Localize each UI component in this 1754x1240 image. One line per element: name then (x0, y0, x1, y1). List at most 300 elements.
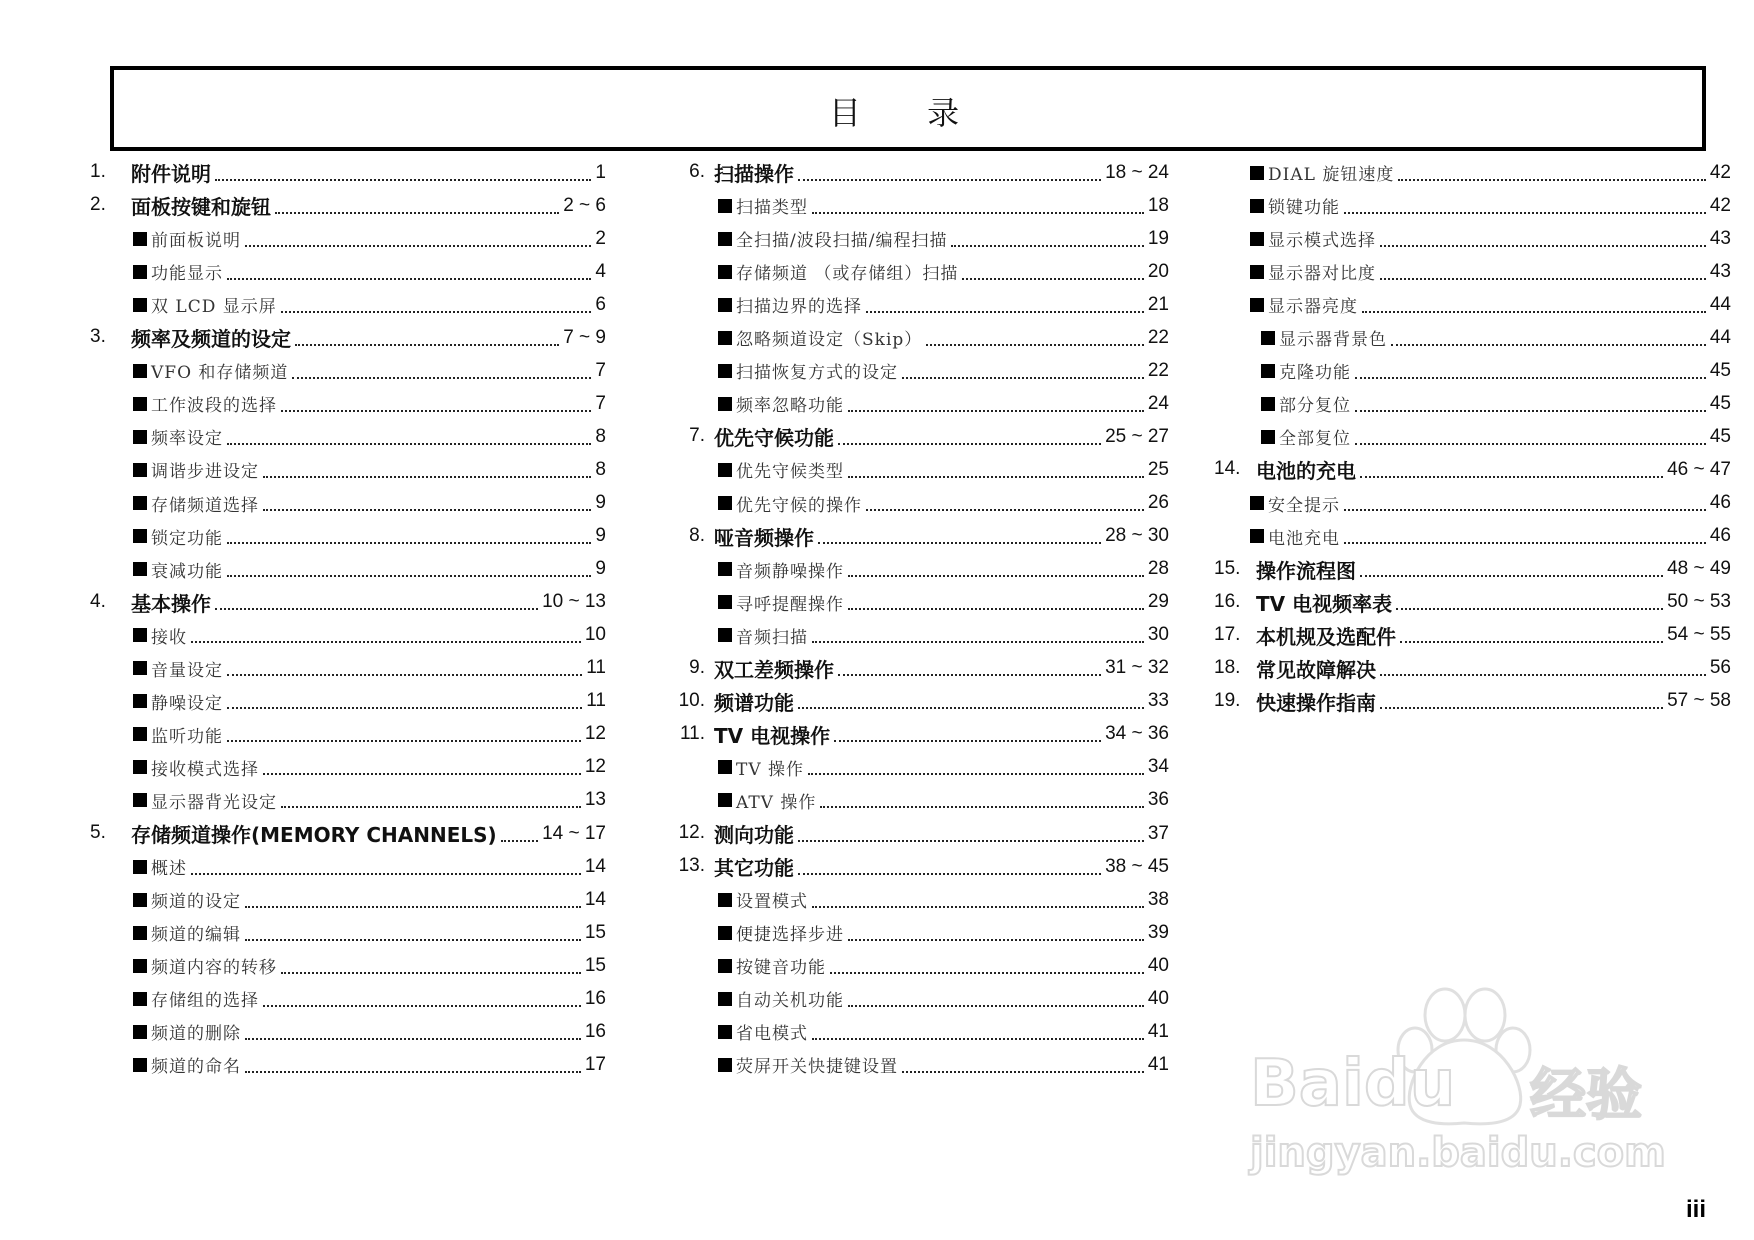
toc-subsection-entry[interactable] (133, 387, 606, 420)
square-bullet-icon (133, 760, 147, 774)
toc-subsection-entry[interactable] (718, 619, 1169, 652)
page-reference: 25 ~ 27 (1105, 425, 1169, 447)
page-reference: 16 (584, 1020, 606, 1042)
page-reference: 12 (584, 756, 606, 778)
dot-leader (275, 212, 559, 214)
page-reference: 20 (1147, 260, 1169, 282)
toc-subsection-entry[interactable] (718, 453, 1169, 486)
page-reference: 42 (1709, 161, 1731, 183)
dot-leader (798, 179, 1101, 181)
page-reference: 44 (1709, 326, 1731, 348)
section-number: 4. (90, 590, 106, 612)
square-bullet-icon (718, 595, 732, 609)
dot-leader (1380, 707, 1663, 709)
toc-subsection-entry[interactable] (133, 553, 606, 586)
toc-subsection-entry[interactable] (133, 453, 606, 486)
toc-section-entry[interactable] (1256, 586, 1731, 619)
subsection-title: 全扫描/波段扫描/编程扫描 (736, 231, 948, 252)
subsection-title: 音频静噪操作 (736, 561, 844, 582)
subsection-title: 前面板说明 (151, 231, 241, 252)
dot-leader (245, 245, 591, 247)
section-title: 快速操作指南 (1256, 690, 1376, 715)
toc-subsection-entry[interactable] (1250, 487, 1731, 520)
section-title: 基本操作 (131, 591, 211, 616)
subsection-title: 显示器背景色 (1279, 330, 1387, 351)
square-bullet-icon (1250, 496, 1264, 510)
dot-leader (263, 476, 591, 478)
toc-subsection-entry[interactable] (133, 850, 606, 883)
subsection-title: 寻呼提醒操作 (736, 594, 844, 615)
toc-subsection-entry[interactable] (133, 1048, 606, 1081)
toc-subsection-entry[interactable] (718, 387, 1169, 420)
dot-leader (838, 674, 1101, 676)
subsection-title: 扫描类型 (736, 198, 808, 219)
subsection-title: VFO 和存储频道 (151, 363, 289, 384)
toc-subsection-entry[interactable] (718, 916, 1169, 949)
dot-leader (263, 509, 591, 511)
square-bullet-icon (718, 1025, 732, 1039)
subsection-title: ATV 操作 (736, 792, 817, 813)
page-reference: 10 (584, 624, 606, 646)
square-bullet-icon (718, 893, 732, 907)
page-reference: 22 (1147, 326, 1169, 348)
subsection-title: 存储频道 （或存储组）扫描 (736, 264, 959, 285)
subsection-title: 音频扫描 (736, 627, 808, 648)
page-reference: 41 (1147, 1053, 1169, 1075)
page-reference: 46 ~ 47 (1667, 458, 1731, 480)
section-title: 扫描操作 (714, 162, 794, 186)
dot-leader (848, 575, 1144, 577)
page-reference: 37 (1147, 822, 1169, 844)
page-reference: 36 (1147, 789, 1169, 811)
dot-leader (263, 1005, 581, 1007)
toc-section-entry[interactable] (714, 850, 1169, 883)
section-title: 频率及频道的设定 (131, 327, 291, 352)
square-bullet-icon (133, 364, 147, 378)
page-reference: 9 (595, 558, 606, 580)
toc-subsection-entry[interactable] (133, 288, 606, 321)
page-reference: 42 (1709, 194, 1731, 216)
section-number: 12. (678, 822, 705, 843)
toc-subsection-entry[interactable] (133, 718, 606, 751)
toc-subsection-entry[interactable] (1250, 189, 1731, 222)
dot-leader (263, 773, 581, 775)
toc-subsection-entry[interactable] (133, 883, 606, 916)
toc-section-entry[interactable] (714, 817, 1169, 850)
toc-subsection-entry[interactable] (718, 1015, 1169, 1048)
section-number: 1. (90, 161, 106, 182)
dot-leader (902, 1071, 1144, 1073)
subsection-title: 扫描边界的选择 (736, 297, 862, 318)
dot-leader (1355, 443, 1706, 445)
dot-leader (245, 906, 581, 908)
dot-leader (191, 873, 581, 875)
dot-leader (1355, 410, 1706, 412)
dot-leader (281, 806, 581, 808)
dot-leader (281, 311, 592, 313)
section-number: 7. (689, 425, 705, 447)
dot-leader (227, 575, 591, 577)
subsection-title: 自动关机功能 (736, 991, 844, 1012)
toc-subsection-entry[interactable] (1261, 387, 1731, 420)
square-bullet-icon (718, 397, 732, 411)
toc-subsection-entry[interactable] (133, 255, 606, 288)
toc-section-entry[interactable] (1256, 685, 1731, 718)
dot-leader (848, 476, 1144, 478)
page-reference: 11 (586, 657, 606, 679)
section-number: 16. (1214, 590, 1241, 612)
dot-leader (951, 245, 1143, 247)
toc-subsection-entry[interactable] (133, 520, 606, 553)
section-number: 5. (90, 822, 106, 843)
dot-leader (295, 344, 559, 346)
section-title: TV 电视操作 (714, 723, 831, 748)
square-bullet-icon (718, 331, 732, 345)
page-reference: 39 (1147, 921, 1169, 943)
toc-section-entry[interactable] (131, 586, 606, 619)
page-number: iii (1686, 1196, 1707, 1223)
square-bullet-icon (1261, 364, 1275, 378)
page-reference: 40 (1147, 987, 1169, 1009)
page-reference: 14 ~ 17 (542, 822, 606, 844)
page-title: 目 录 (828, 94, 988, 132)
page-reference: 40 (1147, 954, 1169, 976)
square-bullet-icon (133, 727, 147, 741)
square-bullet-icon (133, 298, 147, 312)
toc-title-box (110, 66, 1706, 151)
toc-subsection-entry[interactable] (718, 189, 1169, 222)
toc-subsection-entry[interactable] (133, 487, 606, 520)
toc-subsection-entry[interactable] (718, 288, 1169, 321)
toc-subsection-entry[interactable] (718, 487, 1169, 520)
toc-subsection-entry[interactable] (718, 1048, 1169, 1081)
page-reference: 54 ~ 55 (1667, 624, 1731, 646)
dot-leader (812, 641, 1144, 643)
page-reference: 45 (1709, 425, 1731, 447)
dot-leader (1400, 641, 1663, 643)
section-title: 常见故障解决 (1256, 657, 1376, 682)
dot-leader (830, 972, 1144, 974)
section-title: 电池的充电 (1256, 459, 1356, 484)
toc-subsection-entry[interactable] (718, 883, 1169, 916)
page-reference: 43 (1709, 260, 1731, 282)
toc-subsection-entry[interactable] (133, 751, 606, 784)
toc-subsection-entry[interactable] (133, 619, 606, 652)
dot-leader (1355, 377, 1706, 379)
section-number: 18. (1214, 656, 1241, 678)
section-number: 10. (678, 689, 705, 711)
square-bullet-icon (1250, 166, 1264, 180)
dot-leader (227, 278, 591, 280)
toc-subsection-entry[interactable] (718, 321, 1169, 354)
dot-leader (1380, 674, 1706, 676)
square-bullet-icon (133, 860, 147, 874)
square-bullet-icon (718, 199, 732, 213)
square-bullet-icon (1250, 265, 1264, 279)
toc-section-entry[interactable] (714, 520, 1169, 553)
page-reference: 25 (1147, 458, 1169, 480)
dot-leader (808, 773, 1144, 775)
subsection-title: 概述 (151, 859, 187, 880)
page-reference: 7 (595, 392, 606, 414)
page-reference: 31 ~ 32 (1105, 657, 1169, 679)
section-number: 6. (689, 161, 705, 182)
subsection-title: DIAL 旋钮速度 (1268, 165, 1395, 185)
subsection-title: 静噪设定 (151, 693, 223, 714)
section-number: 3. (90, 326, 106, 348)
page-reference: 7 (595, 359, 606, 381)
toc-section-entry[interactable] (1256, 619, 1731, 652)
page-reference: 15 (584, 921, 606, 943)
square-bullet-icon (133, 463, 147, 477)
toc-section-entry[interactable] (131, 156, 606, 189)
subsection-title: 显示器背光设定 (151, 792, 277, 813)
dot-leader (1360, 476, 1663, 478)
page-reference: 21 (1147, 293, 1169, 315)
square-bullet-icon (133, 1025, 147, 1039)
subsection-title: 电池充电 (1268, 528, 1340, 549)
page-reference: 44 (1709, 293, 1731, 315)
toc-subsection-entry[interactable] (1261, 420, 1731, 453)
toc-subsection-entry[interactable] (133, 784, 606, 817)
toc-subsection-entry[interactable] (718, 784, 1169, 817)
page-reference: 2 (595, 227, 606, 249)
page-reference: 10 ~ 13 (542, 591, 606, 613)
subsection-title: 接收 (151, 627, 187, 648)
toc-subsection-entry[interactable] (133, 685, 606, 718)
dot-leader (245, 939, 581, 941)
toc-subsection-entry[interactable] (133, 949, 606, 982)
dot-leader (848, 608, 1144, 610)
toc-subsection-entry[interactable] (718, 255, 1169, 288)
page-reference: 13 (584, 789, 606, 811)
section-title: 本机规及选配件 (1256, 624, 1396, 649)
page-reference: 34 (1147, 756, 1169, 778)
subsection-title: 频率设定 (151, 429, 223, 450)
square-bullet-icon (1261, 331, 1275, 345)
toc-subsection-entry[interactable] (1250, 288, 1731, 321)
subsection-title: 便捷选择步进 (736, 925, 844, 946)
toc-section-entry[interactable] (714, 420, 1169, 453)
dot-leader (848, 410, 1144, 412)
square-bullet-icon (718, 959, 732, 973)
toc-subsection-entry[interactable] (1261, 354, 1731, 387)
dot-leader (227, 740, 581, 742)
page-reference: 8 (595, 425, 606, 447)
toc-subsection-entry[interactable] (133, 652, 606, 685)
subsection-title: 频道的设定 (151, 892, 241, 913)
page-reference: 8 (595, 458, 606, 480)
square-bullet-icon (133, 694, 147, 708)
square-bullet-icon (133, 628, 147, 642)
page-reference: 48 ~ 49 (1667, 558, 1731, 580)
watermark-brand-cn: 经验 (1530, 1063, 1642, 1128)
toc-section-entry[interactable] (1256, 453, 1731, 486)
toc-subsection-entry[interactable] (133, 354, 606, 387)
square-bullet-icon (718, 364, 732, 378)
subsection-title: 存储频道选择 (151, 495, 259, 516)
subsection-title: 锁定功能 (151, 528, 223, 549)
toc-subsection-entry[interactable] (718, 586, 1169, 619)
square-bullet-icon (718, 298, 732, 312)
toc-subsection-entry[interactable] (718, 982, 1169, 1015)
square-bullet-icon (1261, 430, 1275, 444)
section-title: 其它功能 (714, 856, 794, 881)
subsection-title: 锁键功能 (1268, 198, 1340, 219)
toc-section-entry[interactable] (1256, 553, 1731, 586)
subsection-title: 频道的命名 (151, 1057, 241, 1078)
subsection-title: 工作波段的选择 (151, 396, 277, 417)
square-bullet-icon (718, 562, 732, 576)
dot-leader (215, 608, 538, 610)
toc-section-entry[interactable] (714, 718, 1169, 751)
square-bullet-icon (718, 496, 732, 510)
toc-subsection-entry[interactable] (133, 1015, 606, 1048)
page-reference: 9 (595, 525, 606, 547)
subsection-title: 衰减功能 (151, 561, 223, 582)
dot-leader (798, 873, 1101, 875)
section-number: 11. (679, 722, 705, 744)
dot-leader (227, 443, 591, 445)
toc-subsection-entry[interactable] (133, 916, 606, 949)
subsection-title: 安全提示 (1268, 495, 1340, 516)
section-title: 存储频道操作(MEMORY CHANNELS) (131, 823, 497, 847)
dot-leader (798, 840, 1144, 842)
subsection-title: 频道的删除 (151, 1024, 241, 1045)
page-reference: 38 ~ 45 (1105, 855, 1169, 877)
toc-subsection-entry[interactable] (1250, 520, 1731, 553)
toc-section-entry[interactable] (131, 321, 606, 354)
page-reference: 50 ~ 53 (1667, 591, 1731, 613)
square-bullet-icon (1250, 529, 1264, 543)
section-title: TV 电视频率表 (1256, 591, 1393, 616)
dot-leader (902, 377, 1144, 379)
dot-leader (866, 311, 1144, 313)
dot-leader (1344, 509, 1706, 511)
square-bullet-icon (133, 496, 147, 510)
subsection-title: 扫描恢复方式的设定 (736, 363, 898, 384)
dot-leader (245, 1038, 581, 1040)
subsection-title: 频道的编辑 (151, 925, 241, 946)
square-bullet-icon (133, 661, 147, 675)
dot-leader (281, 410, 591, 412)
square-bullet-icon (718, 463, 732, 477)
toc-subsection-entry[interactable] (133, 982, 606, 1015)
toc-subsection-entry[interactable] (1250, 255, 1731, 288)
square-bullet-icon (133, 959, 147, 973)
subsection-title: 省电模式 (736, 1024, 808, 1045)
subsection-title: 显示器亮度 (1268, 297, 1358, 318)
watermark-brand: Baidu (1250, 1047, 1456, 1121)
toc-subsection-entry[interactable] (718, 949, 1169, 982)
square-bullet-icon (718, 1058, 732, 1072)
section-title: 哑音频操作 (714, 525, 814, 550)
dot-leader (227, 674, 582, 676)
toc-section-entry[interactable] (714, 652, 1169, 685)
toc-section-entry[interactable] (131, 189, 606, 222)
page-reference: 7 ~ 9 (563, 326, 606, 348)
square-bullet-icon (1250, 298, 1264, 312)
section-number: 2. (90, 194, 106, 216)
square-bullet-icon (718, 628, 732, 642)
dot-leader (1344, 542, 1706, 544)
subsection-title: 显示模式选择 (1268, 231, 1376, 252)
subsection-title: 全部复位 (1279, 429, 1351, 450)
dot-leader (962, 278, 1143, 280)
subsection-title: TV 操作 (736, 759, 805, 780)
square-bullet-icon (133, 893, 147, 907)
dot-leader (281, 972, 581, 974)
page-reference: 38 (1147, 888, 1169, 910)
page-reference: 6 (595, 293, 606, 315)
section-title: 测向功能 (714, 823, 794, 847)
section-title: 操作流程图 (1256, 558, 1356, 583)
square-bullet-icon (1250, 199, 1264, 213)
page-reference: 2 ~ 6 (563, 194, 606, 216)
toc-section-entry[interactable] (714, 685, 1169, 718)
subsection-title: 按键音功能 (736, 958, 826, 979)
dot-leader (1362, 311, 1706, 313)
square-bullet-icon (718, 793, 732, 807)
page-reference: 16 (584, 987, 606, 1009)
toc-section-entry[interactable] (714, 156, 1169, 189)
dot-leader (820, 806, 1143, 808)
toc-subsection-entry[interactable] (133, 420, 606, 453)
section-title: 优先守候功能 (714, 426, 834, 451)
page-reference: 41 (1147, 1020, 1169, 1042)
section-title: 频谱功能 (714, 690, 794, 715)
page-reference: 28 (1147, 558, 1169, 580)
dot-leader (215, 179, 591, 181)
dot-leader (1396, 608, 1663, 610)
toc-section-entry[interactable] (131, 817, 606, 850)
subsection-title: 设置模式 (736, 892, 808, 913)
square-bullet-icon (133, 793, 147, 807)
toc-subsection-entry[interactable] (1250, 222, 1731, 255)
toc-subsection-entry[interactable] (718, 553, 1169, 586)
square-bullet-icon (718, 760, 732, 774)
toc-section-entry[interactable] (1256, 652, 1731, 685)
page-reference: 9 (595, 492, 606, 513)
dot-leader (848, 1005, 1144, 1007)
subsection-title: 接收模式选择 (151, 759, 259, 780)
toc-subsection-entry[interactable] (718, 751, 1169, 784)
section-number: 14. (1214, 458, 1241, 480)
square-bullet-icon (133, 562, 147, 576)
watermark-url: jingyan.baidu.com (1250, 1130, 1666, 1176)
toc-subsection-entry[interactable] (1250, 156, 1731, 189)
page-reference: 30 (1147, 624, 1169, 646)
section-number: 13. (678, 855, 705, 877)
page-reference: 24 (1147, 392, 1169, 414)
toc-subsection-entry[interactable] (718, 354, 1169, 387)
subsection-title: 部分复位 (1279, 396, 1351, 417)
toc-subsection-entry[interactable] (1261, 321, 1731, 354)
page-reference: 46 (1709, 525, 1731, 547)
toc-subsection-entry[interactable] (133, 222, 606, 255)
dot-leader (227, 707, 582, 709)
page-reference: 18 (1147, 194, 1169, 216)
section-number: 17. (1214, 623, 1241, 645)
baidu-watermark (1245, 985, 1675, 1185)
toc-subsection-entry[interactable] (718, 222, 1169, 255)
square-bullet-icon (133, 232, 147, 246)
page-reference: 12 (584, 723, 606, 745)
dot-leader (1380, 278, 1706, 280)
subsection-title: 音量设定 (151, 660, 223, 681)
page-reference: 17 (584, 1053, 606, 1075)
page-reference: 45 (1709, 392, 1731, 414)
